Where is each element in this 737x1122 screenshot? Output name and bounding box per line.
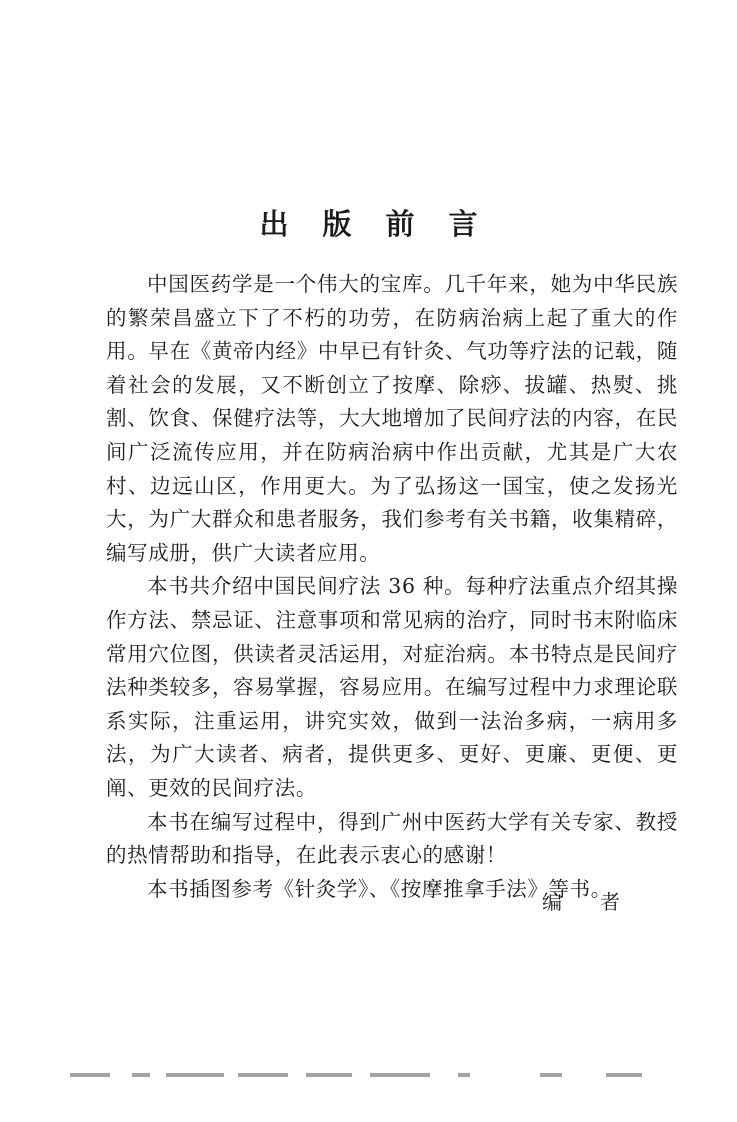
scan-artifact bbox=[166, 1073, 224, 1077]
page-title: 出版前言 bbox=[259, 207, 512, 241]
scan-artifact bbox=[606, 1073, 642, 1077]
paragraph-book-contents: 本书共介绍中国民间疗法 36 种。每种疗法重点介绍其操作方法、禁忌证、注意事项和常见病的治疗，同时书末附临床常用穴位图，供读者灵活运用，对症治病。本书特点是民间疗法种类较多，容易掌握，容易应用。在编写过程中力求理论联系实际，注重运用，讲究实效，做到一法治多病，一病用多法，为广大读者、病者，提供更多、更好、更廉、更便、更阐、更效的民间疗法。 bbox=[106, 574, 678, 800]
paragraph-intro: 中国医药学是一个伟大的宝库。几千年来，她为中华民族的繁荣昌盛立下了不朽的功劳，在防病治病上起了重大的作用。早在《黄帝内经》中早已有针灸、气功等疗法的记载，随着社会的发展，又不断创立了按摩、除痧、拔罐、热熨、挑割、饮食、保健疗法等，大大地增加了民间疗法的内容，在民间广泛流传应用，并在防病治病中作出贡献，尤其是广大农村、边远山区，作用更大。为了弘扬这一国宝，使之发扬光大，为广大群众和患者服务，我们参考有关书籍，收集精碎，编写成册，供广大读者应用。 bbox=[106, 272, 678, 565]
paragraph-acknowledgement: 本书在编写过程中，得到广州中医药大学有关专家、教授的热情帮助和指导，在此表示衷心的感谢！ bbox=[106, 809, 678, 868]
scan-artifact bbox=[458, 1073, 470, 1077]
preface-body bbox=[106, 268, 678, 906]
author-signature: 编者 bbox=[542, 890, 658, 914]
scan-artifact bbox=[70, 1073, 110, 1077]
scan-artifact bbox=[540, 1073, 562, 1077]
scan-artifact-strip bbox=[70, 1070, 650, 1080]
paragraph-illustration-sources: 本书插图参考《针灸学》、《按摩推拿手法》等书。 bbox=[147, 876, 612, 901]
scan-artifact bbox=[370, 1073, 430, 1077]
scan-artifact bbox=[238, 1073, 288, 1077]
scan-artifact bbox=[132, 1073, 150, 1077]
scan-artifact bbox=[306, 1073, 352, 1077]
